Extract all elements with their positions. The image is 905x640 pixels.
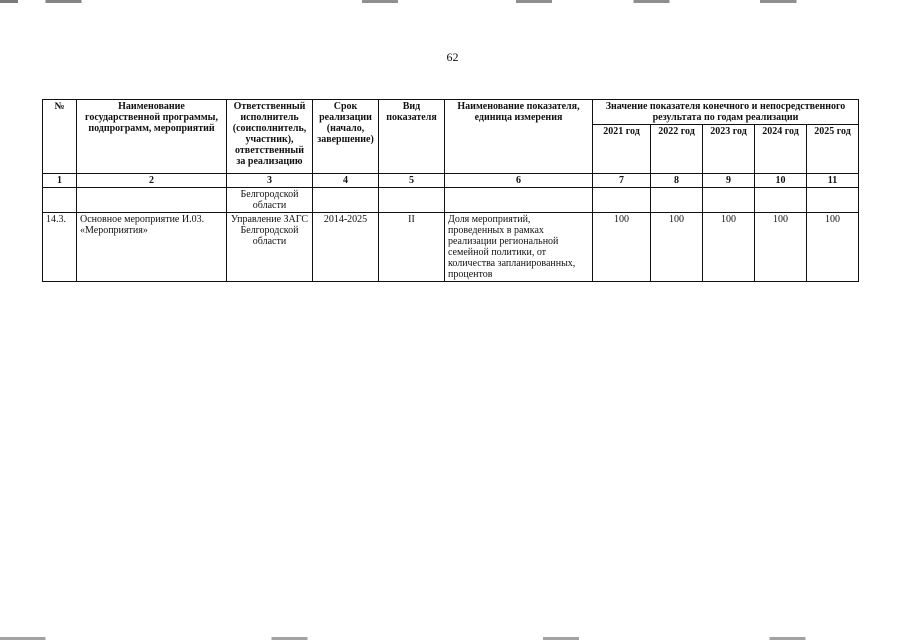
row-indicator: Доля мероприятий, проведенных в рамках реализации региональной семейной политики, от количества запланированных, процентов	[445, 213, 593, 282]
header-name: Наименование государственной программы, подпрограмм, мероприятий	[77, 100, 227, 174]
indicator-table	[42, 99, 859, 282]
header-values-group: Значение показателя конечного и непосредственного результата по годам реализации	[593, 100, 859, 125]
header-row	[43, 100, 859, 125]
continuation-executor: Белгородской области	[227, 188, 313, 213]
continuation-cell	[651, 188, 703, 213]
header-term: Срок реализации (начало, завершение)	[313, 100, 379, 174]
row-number: 14.3.	[43, 213, 77, 282]
row-name: Основное мероприятие И.03. «Мероприятия»	[77, 213, 227, 282]
continuation-cell	[379, 188, 445, 213]
row-type: II	[379, 213, 445, 282]
header-type: Вид показателя	[379, 100, 445, 174]
column-number: 11	[807, 174, 859, 188]
page-number: 62	[446, 50, 459, 64]
header-year-2024: 2024 год	[755, 125, 807, 174]
continuation-cell	[703, 188, 755, 213]
continuation-cell	[807, 188, 859, 213]
header-year-2022: 2022 год	[651, 125, 703, 174]
table-row	[43, 213, 859, 282]
column-number: 9	[703, 174, 755, 188]
row-value-2024: 100	[755, 213, 807, 282]
row-value-2022: 100	[651, 213, 703, 282]
header-executor: Ответственный исполнитель (соисполнитель, участник), ответственный за реализацию	[227, 100, 313, 174]
row-value-2023: 100	[703, 213, 755, 282]
row-term: 2014-2025	[313, 213, 379, 282]
scan-edge-top	[0, 0, 905, 3]
row-executor: Управление ЗАГС Белгородской области	[227, 213, 313, 282]
column-number: 4	[313, 174, 379, 188]
row-value-2021: 100	[593, 213, 651, 282]
continuation-cell	[593, 188, 651, 213]
column-number: 6	[445, 174, 593, 188]
column-number: 5	[379, 174, 445, 188]
column-number: 10	[755, 174, 807, 188]
header-year-2025: 2025 год	[807, 125, 859, 174]
continuation-row	[43, 188, 859, 213]
continuation-cell	[77, 188, 227, 213]
column-number: 1	[43, 174, 77, 188]
column-number: 3	[227, 174, 313, 188]
continuation-cell	[755, 188, 807, 213]
header-year-2021: 2021 год	[593, 125, 651, 174]
continuation-cell	[313, 188, 379, 213]
header-no: №	[43, 100, 77, 174]
continuation-cell	[445, 188, 593, 213]
header-indicator: Наименование показателя, единица измерения	[445, 100, 593, 174]
column-number-row	[43, 174, 859, 188]
column-number: 8	[651, 174, 703, 188]
header-year-2023: 2023 год	[703, 125, 755, 174]
column-number: 2	[77, 174, 227, 188]
row-value-2025: 100	[807, 213, 859, 282]
column-number: 7	[593, 174, 651, 188]
continuation-cell	[43, 188, 77, 213]
